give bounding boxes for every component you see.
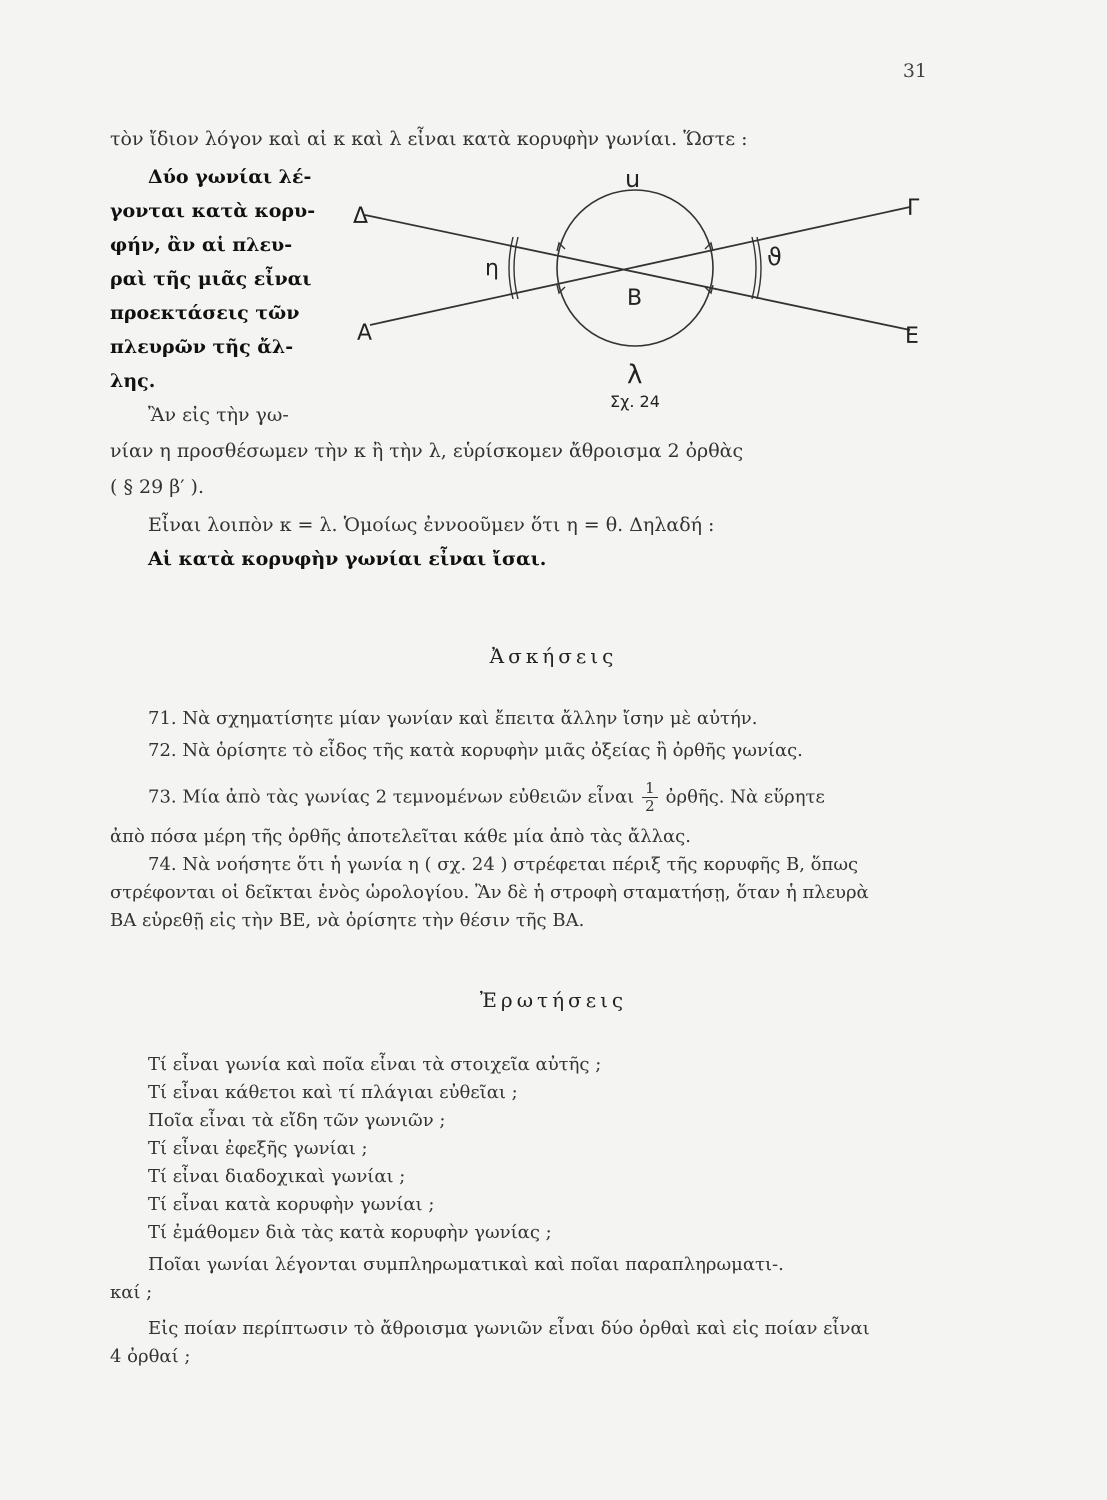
questions-heading: Ἐρωτήσεις [479,988,628,1012]
definition-line: φήν, ἂν αἱ πλευ- [110,234,293,256]
label-theta: ϑ [767,243,782,271]
text-line: Εἶναι λοιπὸν κ = λ. Ὁμοίως ἐννοοῦμεν ὅτι η = θ. Δηλαδή : [148,514,715,536]
fraction-numerator: 1 [645,779,655,797]
definition-line: λης. [110,370,156,392]
question-item: Τί εἶναι κάθετοι καὶ τί πλάγιαι εὐθεῖαι ; [148,1082,518,1103]
label-u: u [625,165,641,193]
label-delta: Δ [353,204,369,229]
vertical-angles-figure [345,165,925,420]
exercise-73-text: 73. Μία ἀπὸ τὰς γωνίας 2 τεμνομένων εὐθειῶν εἶναι [148,786,635,808]
label-alpha: Α [357,321,373,346]
fraction-denominator: 2 [645,797,655,815]
exercise-72: 72. Νὰ ὁρίσητε τὸ εἶδος τῆς κατὰ κορυφὴν μιᾶς ὀξείας ἢ ὀρθῆς γωνίας. [148,740,803,761]
question-item: Τί εἶναι διαδοχικαὶ γωνίαι ; [148,1166,406,1187]
exercise-71: 71. Νὰ σχηματίσητε μίαν γωνίαν καὶ ἔπειτα ἄλλην ἴσην μὲ αὐτήν. [148,708,758,729]
definition-line: πλευρῶν τῆς ἄλ- [110,336,294,358]
theorem-line: Αἱ κατὰ κορυφὴν γωνίαι εἶναι ἴσαι. [148,548,547,570]
question-item: Ποῖαι γωνίαι λέγονται συμπληρωματικαὶ καὶ ποῖαι παραπληρωματι-. [148,1254,784,1275]
question-item-cont: καί ; [110,1282,153,1303]
label-epsilon: Ε [905,324,919,349]
exercise-73 [110,780,968,815]
line-delta-epsilon [365,215,910,330]
question-item: Τί εἶναι κατὰ κορυφὴν γωνίαι ; [148,1194,435,1215]
text-line: νίαν η προσθέσωμεν τὴν κ ἢ τὴν λ, εὑρίσκομεν ἄθροισμα 2 ὀρθὰς [110,440,744,462]
label-center-b: Β [627,286,643,311]
exercise-74-line3: ΒΑ εὑρεθῇ εἰς τὴν ΒΕ, νὰ ὁρίσητε τὴν θέσιν τῆς ΒΑ. [110,910,585,931]
label-gamma: Γ [907,196,920,221]
question-item: Τί εἶναι ἐφεξῆς γωνίαι ; [148,1138,368,1159]
definition-line: γονται κατὰ κορυ- [110,200,316,222]
question-item-cont: 4 ὀρθαί ; [110,1346,191,1367]
question-item: Τί ἐμάθομεν διὰ τὰς κατὰ κορυφὴν γωνίας ; [148,1222,552,1243]
question-item: Τί εἶναι γωνία καὶ ποῖα εἶναι τὰ στοιχεῖα αὐτῆς ; [148,1054,602,1075]
arc-theta [757,237,761,299]
text-line: Ἂν εἰς τὴν γω- [148,404,289,426]
question-item: Εἰς ποίαν περίπτωσιν τὸ ἄθροισμα γωνιῶν εἶναι δύο ὀρθαὶ καὶ εἰς ποίαν εἶναι [148,1318,870,1339]
arrow-left-top [557,243,565,251]
label-lambda: λ [627,360,643,390]
intro-line: τὸν ἴδιον λόγον καὶ αἱ κ καὶ λ εἶναι κατὰ κορυφὴν γωνίαι. Ὥστε : [110,128,748,150]
arrow-left-bottom [557,285,565,293]
exercise-74: 74. Νὰ νοήσητε ὅτι ἡ γωνία η ( σχ. 24 ) στρέφεται πέριξ τῆς κορυφῆς Β, ὅπως [148,854,859,875]
definition-line: Δύο γωνίαι λέ- [148,166,312,188]
fraction-one-half [640,780,660,815]
definition-line: προεκτάσεις τῶν [110,302,300,324]
page-number: 31 [902,60,927,82]
definition-line: ραὶ τῆς μιᾶς εἶναι [110,268,312,290]
exercise-74-line2: στρέφονται οἱ δεῖκται ἑνὸς ὡρολογίου. Ἂν δὲ ἡ στροφὴ σταματήσῃ, ὅταν ἡ πλευρὰ [110,882,869,903]
exercises-heading: Ἀσκήσεις [489,644,618,668]
exercise-73-text-cont: ὀρθῆς. Νὰ εὕρητε [665,786,825,808]
figure-caption: Σχ. 24 [610,392,660,411]
label-eta: η [485,256,499,281]
exercise-73-line2: ἀπὸ πόσα μέρη τῆς ὀρθῆς ἀποτελεῖται κάθε μία ἀπὸ τὰς ἄλλας. [110,826,691,847]
text-line: ( § 29 β′ ). [110,476,204,498]
question-item: Ποῖα εἶναι τὰ εἴδη τῶν γωνιῶν ; [148,1110,446,1131]
arc-theta-inner [752,237,756,299]
